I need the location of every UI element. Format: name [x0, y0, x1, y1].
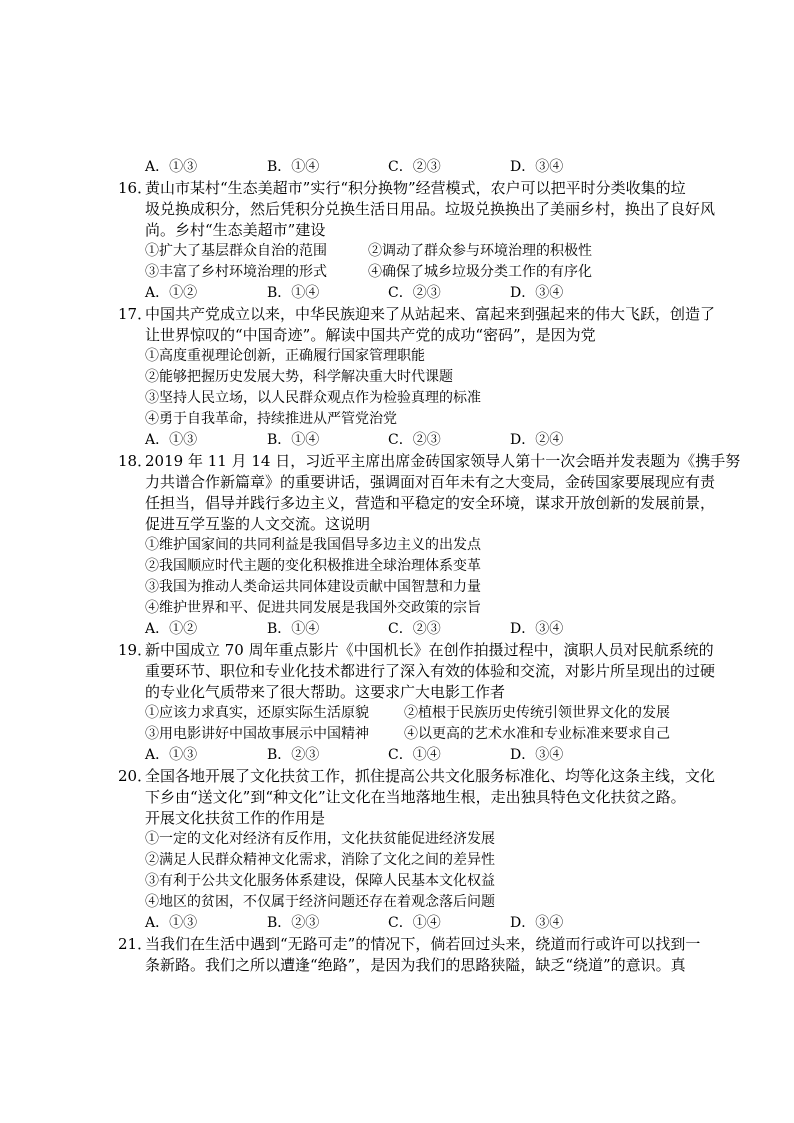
question-stem-line: 条新路。我们之所以遭逢“绝路”，是因为我们的思路狭隘，缺乏“绕道”的意识。真	[145, 956, 686, 974]
choice-d: D．③④	[510, 159, 564, 175]
statement-item: ①一定的文化对经济有反作用，文化扶贫能促进经济发展	[145, 831, 495, 847]
question-stem-line: 当我们在生活中遇到“无路可走”的情况下，倘若回过头来，绕道而行或许可以找到一	[145, 935, 701, 953]
choice-c: C．②③	[388, 621, 441, 637]
statement-item: ①应该力求真实，还原实际生活原貌	[145, 705, 369, 721]
question-stem-line: 2019 年 11 月 14 日，习近平主席出席金砖国家领导人第十一次会晤并发表题为《携手努	[145, 452, 741, 470]
question-stem-line: 重要环节、职位和专业化技术都进行了深入有效的体验和交流，对影片所呈现出的过硬	[145, 662, 716, 680]
choice-a: A．①②	[145, 621, 198, 637]
choice-d: D．②④	[510, 432, 564, 448]
statement-item: ③用电影讲好中国故事展示中国精神	[145, 726, 369, 742]
statement-item: ②能够把握历史发展大势，科学解决重大时代课题	[145, 369, 453, 385]
choice-b: B．①④	[267, 285, 320, 301]
choice-b: B．②③	[267, 915, 320, 931]
question-stem-line: 促进互学互鉴的人文交流。这说明	[145, 515, 371, 533]
question-stem-line: 让世界惊叹的“中国奇迹”。解读中国共产党的成功“密码”，是因为党	[145, 326, 596, 344]
question-stem-line: 中国共产党成立以来，中华民族迎来了从站起来、富起来到强起来的伟大飞跃，创造了	[145, 305, 716, 323]
question-stem-line: 力共谱合作新篇章》的重要讲话，强调面对百年未有之大变局，金砖国家要展现应有责	[145, 473, 716, 491]
question-number: 19．	[118, 641, 153, 659]
statement-item: ④以更高的艺术水准和专业标准来要求自己	[404, 726, 670, 742]
question-number: 18．	[118, 452, 153, 470]
statement-item: ①维护国家间的共同利益是我国倡导多边主义的出发点	[145, 537, 481, 553]
choice-d: D．③④	[510, 285, 564, 301]
choice-b: B．①④	[267, 432, 320, 448]
choice-c: C．②③	[388, 159, 441, 175]
statement-item: ②植根于民族历史传统引领世界文化的发展	[404, 705, 670, 721]
choice-d: D．③④	[510, 915, 564, 931]
choice-d: D．③④	[510, 621, 564, 637]
choice-a: A．①③	[145, 747, 198, 763]
statement-item: ④维护世界和平、促进共同发展是我国外交政策的宗旨	[145, 600, 481, 616]
choice-c: C．②③	[388, 285, 441, 301]
choice-b: B．①④	[267, 159, 320, 175]
choice-b: B．②③	[267, 747, 320, 763]
statement-item: ②我国顺应时代主题的变化积极推进全球治理体系变革	[145, 558, 481, 574]
question-stem-line: 黄山市某村“生态美超市”实行“积分换物”经营模式，农户可以把平时分类收集的垃	[145, 179, 686, 197]
question-stem-line: 的专业化气质带来了很大帮助。这要求广大电影工作者	[145, 683, 506, 701]
statement-item: ④地区的贫困，不仅属于经济问题还存在着观念落后问题	[145, 894, 495, 910]
question-stem-line: 下乡由“送文化”到“种文化”让文化在当地落地生根，走出独具特色文化扶贫之路。	[145, 788, 686, 806]
statement-item: ③丰富了乡村环境治理的形式	[145, 264, 327, 280]
question-stem-line: 全国各地开展了文化扶贫工作，抓住提高公共文化服务标准化、均等化这条主线，文化	[145, 767, 716, 785]
statement-item: ①高度重视理论创新，正确履行国家管理职能	[145, 348, 425, 364]
choice-b: B．①④	[267, 621, 320, 637]
statement-item: ④勇于自我革命，持续推进从严管党治党	[145, 411, 397, 427]
statement-item: ①扩大了基层群众自治的范围	[145, 243, 327, 259]
statement-item: ②满足人民群众精神文化需求，消除了文化之间的差异性	[145, 852, 495, 868]
choice-c: C．①④	[388, 915, 441, 931]
choice-c: C．①④	[388, 747, 441, 763]
question-stem-line: 圾兑换成积分，然后凭积分兑换生活日用品。垃圾兑换换出了美丽乡村，换出了良好风	[145, 200, 716, 218]
question-stem-line: 尚。乡村“生态美超市”建设	[145, 221, 326, 239]
statement-item: ④确保了城乡垃圾分类工作的有序化	[368, 264, 592, 280]
question-number: 21．	[118, 935, 153, 953]
choice-c: C．②③	[388, 432, 441, 448]
question-stem-line: 开展文化扶贫工作的作用是	[145, 809, 326, 827]
choice-d: D．③④	[510, 747, 564, 763]
choice-a: A．①③	[145, 432, 198, 448]
statement-item: ③有利于公共文化服务体系建设，保障人民基本文化权益	[145, 873, 495, 889]
question-number: 20．	[118, 767, 153, 785]
question-stem-line: 任担当，倡导并践行多边主义，营造和平稳定的安全环境，谋求开放创新的发展前景，	[145, 494, 716, 512]
choice-a: A．①②	[145, 285, 198, 301]
question-stem-line: 新中国成立 70 周年重点影片《中国机长》在创作拍摄过程中，演职人员对民航系统的	[145, 641, 714, 659]
question-number: 16．	[118, 179, 153, 197]
question-number: 17．	[118, 305, 153, 323]
statement-item: ②调动了群众参与环境治理的积极性	[368, 243, 592, 259]
choice-a: A．①③	[145, 159, 198, 175]
choice-a: A．①③	[145, 915, 198, 931]
statement-item: ③坚持人民立场，以人民群众观点作为检验真理的标准	[145, 390, 481, 406]
statement-item: ③我国为推动人类命运共同体建设贡献中国智慧和力量	[145, 579, 481, 595]
